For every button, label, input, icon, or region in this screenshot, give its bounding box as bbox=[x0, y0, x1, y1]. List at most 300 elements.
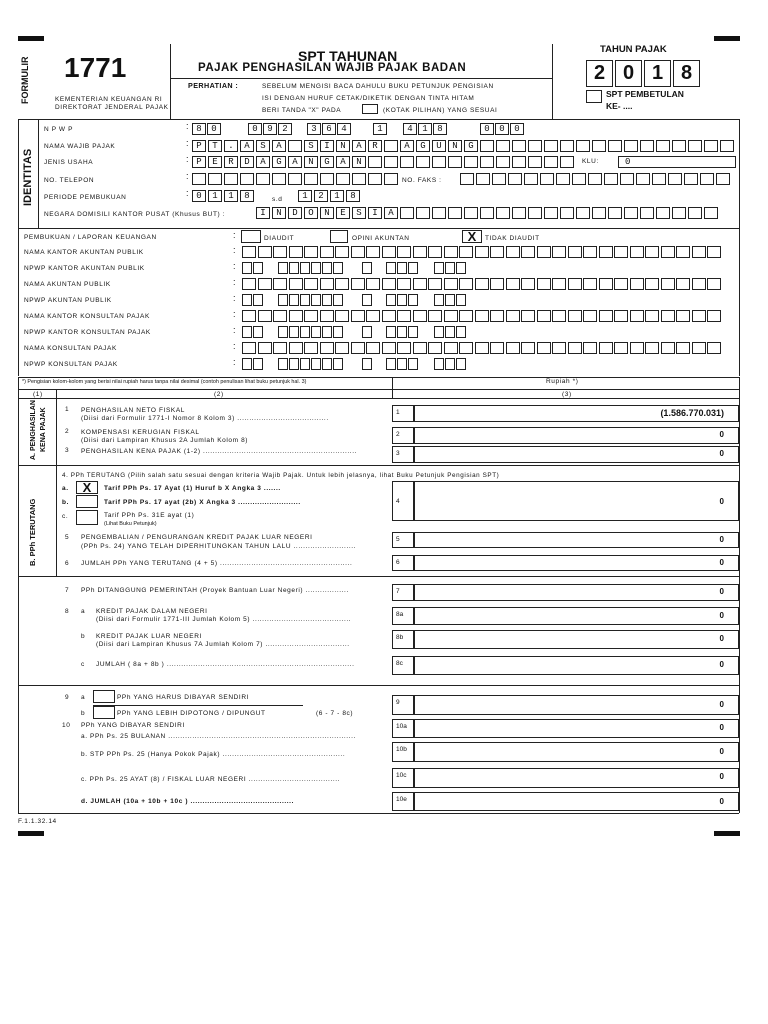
name-char[interactable] bbox=[366, 342, 380, 354]
jenis-char[interactable] bbox=[528, 156, 542, 168]
npwp-digit[interactable] bbox=[322, 358, 332, 370]
faks-digit[interactable] bbox=[636, 173, 650, 185]
name-char[interactable] bbox=[506, 246, 520, 258]
negara-char[interactable] bbox=[448, 207, 462, 219]
nama-char[interactable] bbox=[512, 140, 526, 152]
faks-digit[interactable] bbox=[652, 173, 666, 185]
jenis-char[interactable] bbox=[464, 156, 478, 168]
negara-char[interactable] bbox=[400, 207, 414, 219]
name-char[interactable] bbox=[444, 246, 458, 258]
npwp-digit[interactable] bbox=[253, 326, 263, 338]
name-char[interactable] bbox=[366, 278, 380, 290]
jenis-char[interactable] bbox=[384, 156, 398, 168]
faks-digit[interactable] bbox=[476, 173, 490, 185]
negara-char[interactable]: N bbox=[272, 207, 286, 219]
value-field[interactable] bbox=[414, 427, 739, 444]
name-char[interactable] bbox=[614, 246, 628, 258]
name-char[interactable] bbox=[382, 342, 396, 354]
faks-digit[interactable] bbox=[716, 173, 730, 185]
name-char[interactable] bbox=[490, 342, 504, 354]
telepon-digit[interactable] bbox=[288, 173, 302, 185]
name-char[interactable] bbox=[661, 246, 675, 258]
name-char[interactable] bbox=[320, 342, 334, 354]
npwp-digit[interactable] bbox=[289, 326, 299, 338]
field-5[interactable] bbox=[414, 532, 739, 548]
npwp-digit[interactable] bbox=[434, 262, 444, 274]
name-char[interactable] bbox=[413, 342, 427, 354]
name-char[interactable] bbox=[630, 342, 644, 354]
name-char[interactable] bbox=[521, 310, 535, 322]
name-char[interactable] bbox=[397, 278, 411, 290]
faks-digit[interactable] bbox=[540, 173, 554, 185]
pembetulan-checkbox[interactable] bbox=[586, 90, 602, 103]
npwp-digit[interactable] bbox=[300, 358, 310, 370]
name-char[interactable] bbox=[273, 342, 287, 354]
faks-digit[interactable] bbox=[508, 173, 522, 185]
telepon-digit[interactable] bbox=[272, 173, 286, 185]
nama-char[interactable] bbox=[528, 140, 542, 152]
faks-digit[interactable] bbox=[604, 173, 618, 185]
npwp-digit[interactable] bbox=[408, 294, 418, 306]
nama-char[interactable]: I bbox=[320, 140, 334, 152]
npwp-digit[interactable] bbox=[362, 358, 372, 370]
npwp-digit[interactable] bbox=[386, 294, 396, 306]
name-char[interactable] bbox=[521, 278, 535, 290]
name-char[interactable] bbox=[661, 342, 675, 354]
nama-char[interactable]: G bbox=[464, 140, 478, 152]
name-char[interactable] bbox=[475, 310, 489, 322]
npwp-digit[interactable] bbox=[242, 294, 252, 306]
field-9[interactable] bbox=[414, 695, 739, 715]
name-char[interactable] bbox=[692, 246, 706, 258]
negara-char[interactable] bbox=[592, 207, 606, 219]
npwp-digit[interactable] bbox=[242, 326, 252, 338]
nama-char[interactable] bbox=[560, 140, 574, 152]
npwp-digit[interactable] bbox=[253, 294, 263, 306]
negara-char[interactable]: S bbox=[352, 207, 366, 219]
name-char[interactable] bbox=[289, 246, 303, 258]
npwp-digit[interactable] bbox=[311, 326, 321, 338]
name-char[interactable] bbox=[661, 310, 675, 322]
name-char[interactable] bbox=[599, 342, 613, 354]
name-char[interactable] bbox=[428, 310, 442, 322]
npwp-digit[interactable]: 1 bbox=[418, 123, 432, 135]
diaudit-checkbox[interactable] bbox=[241, 230, 261, 243]
telepon-digit[interactable] bbox=[368, 173, 382, 185]
name-char[interactable] bbox=[676, 246, 690, 258]
npwp-digit[interactable] bbox=[322, 262, 332, 274]
tidak-diaudit-checkbox[interactable]: X bbox=[462, 230, 482, 243]
negara-char[interactable] bbox=[496, 207, 510, 219]
name-char[interactable] bbox=[428, 246, 442, 258]
npwp-digit[interactable] bbox=[445, 326, 455, 338]
npwp-digit[interactable]: 9 bbox=[263, 123, 277, 135]
field-8c[interactable] bbox=[414, 656, 739, 675]
nama-char[interactable] bbox=[496, 140, 510, 152]
field-10b[interactable] bbox=[414, 742, 739, 762]
name-char[interactable] bbox=[568, 310, 582, 322]
npwp-digit[interactable] bbox=[253, 262, 263, 274]
name-char[interactable] bbox=[707, 342, 721, 354]
telepon-digit[interactable] bbox=[384, 173, 398, 185]
name-char[interactable] bbox=[599, 278, 613, 290]
name-char[interactable] bbox=[351, 278, 365, 290]
npwp-digit[interactable] bbox=[362, 294, 372, 306]
name-char[interactable] bbox=[645, 310, 659, 322]
name-char[interactable] bbox=[506, 342, 520, 354]
name-char[interactable] bbox=[692, 278, 706, 290]
nama-char[interactable]: R bbox=[368, 140, 382, 152]
npwp-digit[interactable] bbox=[278, 262, 288, 274]
name-char[interactable] bbox=[382, 246, 396, 258]
npwp-digit[interactable] bbox=[445, 294, 455, 306]
field-8a[interactable] bbox=[414, 607, 739, 625]
periode-digit[interactable]: 0 bbox=[192, 190, 206, 202]
name-char[interactable] bbox=[614, 310, 628, 322]
name-char[interactable] bbox=[258, 278, 272, 290]
name-char[interactable] bbox=[304, 342, 318, 354]
negara-char[interactable] bbox=[480, 207, 494, 219]
name-char[interactable] bbox=[397, 310, 411, 322]
jenis-char[interactable]: G bbox=[320, 156, 334, 168]
name-char[interactable] bbox=[583, 278, 597, 290]
npwp-digit[interactable] bbox=[456, 262, 466, 274]
field-7[interactable] bbox=[414, 584, 739, 601]
negara-char[interactable] bbox=[672, 207, 686, 219]
tahun-digit[interactable]: 0 bbox=[615, 60, 642, 87]
periode-digit[interactable]: 8 bbox=[346, 190, 360, 202]
nama-char[interactable] bbox=[576, 140, 590, 152]
npwp-digit[interactable] bbox=[311, 358, 321, 370]
jenis-char[interactable]: R bbox=[224, 156, 238, 168]
name-char[interactable] bbox=[645, 278, 659, 290]
npwp-digit[interactable] bbox=[408, 358, 418, 370]
name-char[interactable] bbox=[242, 246, 256, 258]
telepon-digit[interactable] bbox=[224, 173, 238, 185]
name-char[interactable] bbox=[320, 246, 334, 258]
name-char[interactable] bbox=[459, 342, 473, 354]
negara-char[interactable] bbox=[624, 207, 638, 219]
nama-char[interactable]: T bbox=[208, 140, 222, 152]
name-char[interactable] bbox=[475, 246, 489, 258]
jenis-char[interactable] bbox=[512, 156, 526, 168]
negara-char[interactable] bbox=[528, 207, 542, 219]
name-char[interactable] bbox=[645, 246, 659, 258]
name-char[interactable] bbox=[459, 310, 473, 322]
npwp-digit[interactable]: 4 bbox=[337, 123, 351, 135]
name-char[interactable] bbox=[552, 246, 566, 258]
name-char[interactable] bbox=[552, 342, 566, 354]
name-char[interactable] bbox=[366, 246, 380, 258]
negara-char[interactable]: D bbox=[288, 207, 302, 219]
periode-digit[interactable]: 8 bbox=[240, 190, 254, 202]
nama-char[interactable] bbox=[608, 140, 622, 152]
nama-char[interactable] bbox=[704, 140, 718, 152]
npwp-digit[interactable] bbox=[289, 262, 299, 274]
negara-char[interactable] bbox=[704, 207, 718, 219]
name-char[interactable] bbox=[568, 342, 582, 354]
nama-char[interactable]: A bbox=[352, 140, 366, 152]
name-char[interactable] bbox=[289, 278, 303, 290]
npwp-digit[interactable] bbox=[311, 262, 321, 274]
name-char[interactable] bbox=[568, 246, 582, 258]
jenis-char[interactable] bbox=[480, 156, 494, 168]
npwp-digit[interactable] bbox=[362, 262, 372, 274]
name-char[interactable] bbox=[630, 278, 644, 290]
npwp-digit[interactable] bbox=[434, 294, 444, 306]
name-char[interactable] bbox=[707, 278, 721, 290]
name-char[interactable] bbox=[614, 342, 628, 354]
name-char[interactable] bbox=[676, 342, 690, 354]
npwp-digit[interactable] bbox=[289, 294, 299, 306]
name-char[interactable] bbox=[428, 342, 442, 354]
name-char[interactable] bbox=[707, 246, 721, 258]
name-char[interactable] bbox=[459, 278, 473, 290]
name-char[interactable] bbox=[630, 310, 644, 322]
tahun-digit[interactable]: 8 bbox=[673, 60, 700, 87]
name-char[interactable] bbox=[475, 342, 489, 354]
name-char[interactable] bbox=[397, 246, 411, 258]
negara-char[interactable] bbox=[576, 207, 590, 219]
npwp-digit[interactable] bbox=[278, 326, 288, 338]
negara-char[interactable]: I bbox=[256, 207, 270, 219]
opini-checkbox[interactable] bbox=[330, 230, 348, 243]
name-char[interactable] bbox=[304, 278, 318, 290]
name-char[interactable] bbox=[242, 342, 256, 354]
name-char[interactable] bbox=[537, 278, 551, 290]
npwp-digit[interactable] bbox=[278, 358, 288, 370]
nama-char[interactable] bbox=[720, 140, 734, 152]
name-char[interactable] bbox=[614, 278, 628, 290]
nama-char[interactable] bbox=[656, 140, 670, 152]
jenis-char[interactable] bbox=[448, 156, 462, 168]
jenis-char[interactable] bbox=[432, 156, 446, 168]
name-char[interactable] bbox=[490, 246, 504, 258]
field-10c[interactable] bbox=[414, 768, 739, 788]
nama-char[interactable]: N bbox=[448, 140, 462, 152]
name-char[interactable] bbox=[320, 278, 334, 290]
npwp-digit[interactable] bbox=[456, 358, 466, 370]
name-char[interactable] bbox=[444, 278, 458, 290]
name-char[interactable] bbox=[475, 278, 489, 290]
npwp-digit[interactable] bbox=[397, 294, 407, 306]
npwp-digit[interactable] bbox=[362, 326, 372, 338]
nama-char[interactable]: U bbox=[432, 140, 446, 152]
negara-char[interactable]: I bbox=[368, 207, 382, 219]
name-char[interactable] bbox=[692, 310, 706, 322]
name-char[interactable] bbox=[537, 342, 551, 354]
nama-char[interactable]: G bbox=[416, 140, 430, 152]
jenis-char[interactable]: N bbox=[304, 156, 318, 168]
telepon-digit[interactable] bbox=[192, 173, 206, 185]
name-char[interactable] bbox=[552, 310, 566, 322]
faks-digit[interactable] bbox=[620, 173, 634, 185]
telepon-digit[interactable] bbox=[240, 173, 254, 185]
nama-char[interactable] bbox=[288, 140, 302, 152]
negara-char[interactable] bbox=[432, 207, 446, 219]
jenis-char[interactable]: A bbox=[288, 156, 302, 168]
name-char[interactable] bbox=[490, 278, 504, 290]
nama-char[interactable]: A bbox=[240, 140, 254, 152]
jenis-char[interactable] bbox=[496, 156, 510, 168]
item-9a-checkbox[interactable] bbox=[93, 690, 115, 703]
name-char[interactable] bbox=[258, 310, 272, 322]
name-char[interactable] bbox=[413, 278, 427, 290]
negara-char[interactable] bbox=[640, 207, 654, 219]
opt-a-checkbox[interactable]: X bbox=[76, 481, 98, 494]
name-char[interactable] bbox=[335, 278, 349, 290]
name-char[interactable] bbox=[351, 310, 365, 322]
name-char[interactable] bbox=[490, 310, 504, 322]
faks-digit[interactable] bbox=[460, 173, 474, 185]
nama-char[interactable]: P bbox=[192, 140, 206, 152]
telepon-digit[interactable] bbox=[320, 173, 334, 185]
name-char[interactable] bbox=[273, 278, 287, 290]
telepon-digit[interactable] bbox=[304, 173, 318, 185]
nama-char[interactable] bbox=[480, 140, 494, 152]
faks-digit[interactable] bbox=[700, 173, 714, 185]
npwp-digit[interactable] bbox=[242, 358, 252, 370]
name-char[interactable] bbox=[459, 246, 473, 258]
npwp-digit[interactable] bbox=[300, 294, 310, 306]
periode-digit[interactable]: 2 bbox=[314, 190, 328, 202]
periode-digit[interactable]: 1 bbox=[224, 190, 238, 202]
negara-char[interactable]: N bbox=[320, 207, 334, 219]
npwp-digit[interactable]: 4 bbox=[403, 123, 417, 135]
npwp-digit[interactable] bbox=[434, 358, 444, 370]
negara-char[interactable] bbox=[464, 207, 478, 219]
nama-char[interactable] bbox=[544, 140, 558, 152]
nama-char[interactable] bbox=[688, 140, 702, 152]
npwp-digit[interactable] bbox=[445, 358, 455, 370]
npwp-digit[interactable] bbox=[333, 262, 343, 274]
telepon-digit[interactable] bbox=[336, 173, 350, 185]
negara-char[interactable] bbox=[608, 207, 622, 219]
faks-digit[interactable] bbox=[492, 173, 506, 185]
name-char[interactable] bbox=[707, 310, 721, 322]
faks-digit[interactable] bbox=[668, 173, 682, 185]
negara-char[interactable]: E bbox=[336, 207, 350, 219]
name-char[interactable] bbox=[366, 310, 380, 322]
npwp-digit[interactable]: 8 bbox=[192, 123, 206, 135]
faks-digit[interactable] bbox=[572, 173, 586, 185]
name-char[interactable] bbox=[382, 278, 396, 290]
name-char[interactable] bbox=[273, 246, 287, 258]
npwp-digit[interactable]: 0 bbox=[207, 123, 221, 135]
name-char[interactable] bbox=[304, 246, 318, 258]
nama-char[interactable] bbox=[624, 140, 638, 152]
nama-char[interactable] bbox=[384, 140, 398, 152]
npwp-digit[interactable] bbox=[300, 326, 310, 338]
nama-char[interactable]: N bbox=[336, 140, 350, 152]
name-char[interactable] bbox=[537, 246, 551, 258]
name-char[interactable] bbox=[242, 310, 256, 322]
npwp-digit[interactable] bbox=[300, 262, 310, 274]
faks-digit[interactable] bbox=[524, 173, 538, 185]
npwp-digit[interactable] bbox=[242, 262, 252, 274]
item-9b-checkbox[interactable] bbox=[93, 706, 115, 719]
negara-char[interactable] bbox=[656, 207, 670, 219]
name-char[interactable] bbox=[335, 246, 349, 258]
jenis-char[interactable]: P bbox=[192, 156, 206, 168]
name-char[interactable] bbox=[521, 342, 535, 354]
npwp-digit[interactable]: 3 bbox=[307, 123, 321, 135]
name-char[interactable] bbox=[304, 310, 318, 322]
name-char[interactable] bbox=[335, 342, 349, 354]
npwp-digit[interactable] bbox=[311, 294, 321, 306]
npwp-digit[interactable] bbox=[386, 326, 396, 338]
name-char[interactable] bbox=[661, 278, 675, 290]
npwp-digit[interactable]: 6 bbox=[322, 123, 336, 135]
periode-digit[interactable]: 1 bbox=[208, 190, 222, 202]
name-char[interactable] bbox=[289, 342, 303, 354]
jenis-char[interactable]: E bbox=[208, 156, 222, 168]
name-char[interactable] bbox=[413, 310, 427, 322]
nama-char[interactable] bbox=[672, 140, 686, 152]
negara-char[interactable] bbox=[560, 207, 574, 219]
name-char[interactable] bbox=[428, 278, 442, 290]
nama-char[interactable]: S bbox=[256, 140, 270, 152]
name-char[interactable] bbox=[692, 342, 706, 354]
tahun-digit[interactable]: 1 bbox=[644, 60, 671, 87]
telepon-digit[interactable] bbox=[352, 173, 366, 185]
npwp-digit[interactable] bbox=[445, 262, 455, 274]
name-char[interactable] bbox=[676, 278, 690, 290]
name-char[interactable] bbox=[273, 310, 287, 322]
faks-digit[interactable] bbox=[684, 173, 698, 185]
jenis-char[interactable] bbox=[400, 156, 414, 168]
name-char[interactable] bbox=[568, 278, 582, 290]
npwp-digit[interactable] bbox=[278, 294, 288, 306]
telepon-digit[interactable] bbox=[256, 173, 270, 185]
name-char[interactable] bbox=[444, 310, 458, 322]
klu-field[interactable]: 0 bbox=[618, 156, 736, 168]
name-char[interactable] bbox=[413, 246, 427, 258]
negara-char[interactable] bbox=[416, 207, 430, 219]
nama-char[interactable] bbox=[592, 140, 606, 152]
nama-char[interactable]: A bbox=[272, 140, 286, 152]
negara-char[interactable]: O bbox=[304, 207, 318, 219]
nama-char[interactable]: S bbox=[304, 140, 318, 152]
field-10a[interactable] bbox=[414, 719, 739, 738]
npwp-digit[interactable] bbox=[253, 358, 263, 370]
npwp-digit[interactable] bbox=[434, 326, 444, 338]
npwp-digit[interactable]: 1 bbox=[373, 123, 387, 135]
name-char[interactable] bbox=[583, 310, 597, 322]
field-4[interactable] bbox=[414, 481, 739, 521]
name-char[interactable] bbox=[242, 278, 256, 290]
name-char[interactable] bbox=[258, 342, 272, 354]
jenis-char[interactable]: A bbox=[336, 156, 350, 168]
telepon-digit[interactable] bbox=[208, 173, 222, 185]
npwp-digit[interactable] bbox=[456, 326, 466, 338]
opt-b-checkbox[interactable] bbox=[76, 495, 98, 508]
faks-digit[interactable] bbox=[556, 173, 570, 185]
name-char[interactable] bbox=[552, 278, 566, 290]
periode-digit[interactable]: 1 bbox=[298, 190, 312, 202]
jenis-char[interactable] bbox=[544, 156, 558, 168]
field-6[interactable] bbox=[414, 555, 739, 571]
nama-char[interactable]: A bbox=[400, 140, 414, 152]
npwp-digit[interactable]: 0 bbox=[495, 123, 509, 135]
field-8b[interactable] bbox=[414, 630, 739, 649]
jenis-char[interactable] bbox=[560, 156, 574, 168]
jenis-char[interactable] bbox=[416, 156, 430, 168]
negara-char[interactable] bbox=[544, 207, 558, 219]
nama-char[interactable] bbox=[640, 140, 654, 152]
tahun-digit[interactable]: 2 bbox=[586, 60, 613, 87]
npwp-digit[interactable] bbox=[289, 358, 299, 370]
